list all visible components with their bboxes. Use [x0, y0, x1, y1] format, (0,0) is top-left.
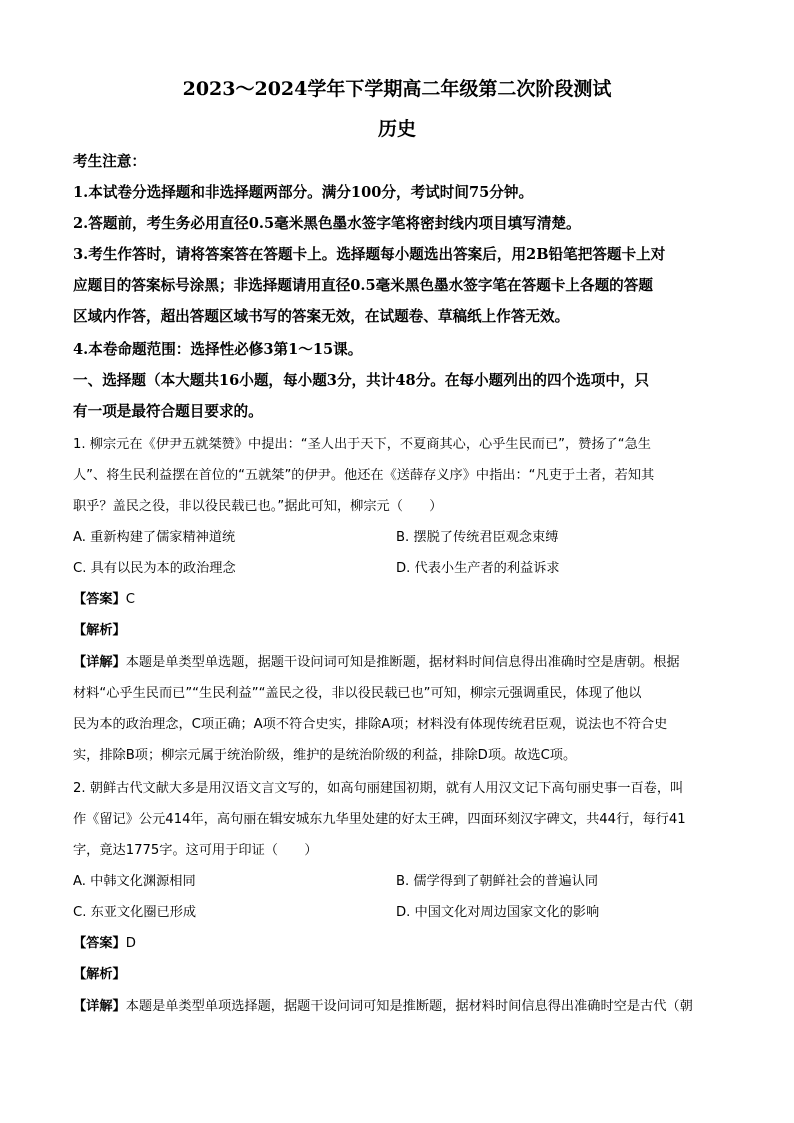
- notice-item-3-line-1: 3.考生作答时，请将答案答在答题卡上。选择题每小题选出答案后，用2B铅笔把答题卡上对: [73, 246, 666, 263]
- q1-stem-line-3: 职乎？盖民之役，非以役民载已也。”据此可知，柳宗元（ ）: [73, 499, 443, 514]
- q1-detail-text-1: 本题是单类型单选题，据题干设问词可知是推断题，据材料时间信息得出准确时空是唐朝。根据: [125, 655, 680, 670]
- q1-answer: [73, 588, 135, 607]
- q2-stem-line-2: 作《留记》公元414年，高句丽在辑安城东九华里处建的好太王碑，四面环刻汉字碑文，共44行，每行41: [73, 812, 686, 827]
- q2-answer-value: D: [125, 936, 136, 951]
- q2-option-d: D. 中国文化对周边国家文化的影响: [396, 905, 600, 920]
- q2-analysis-tag: 【解析】: [73, 967, 126, 982]
- q1-detail-tag: 【详解】: [73, 655, 126, 670]
- notice-heading: 考生注意：: [73, 153, 146, 170]
- q2-stem-line-3: 字，竟达1775字。这可用于印证（ ）: [73, 843, 318, 858]
- q1-detail-line-2: 材料“心乎生民而已”“生民利益”“盖民之役，非以役民载已也”可知，柳宗元强调重民，体现了他以: [73, 686, 642, 701]
- notice-item-1: 1.本试卷分选择题和非选择题两部分。满分100分，考试时间75分钟。: [73, 184, 534, 201]
- q1-option-a: A. 重新构建了儒家精神道统: [73, 530, 236, 545]
- notice-item-3-line-2: 应题目的答案标号涂黑；非选择题请用直径0.5毫米黑色墨水签字笔在答题卡上各题的答题: [73, 277, 653, 294]
- q2-detail-text-1: 本题是单类型单项选择题，据题干设问词可知是推断题，据材料时间信息得出准确时空是古代（朝: [125, 999, 693, 1014]
- q1-stem-line-1: 1. 柳宗元在《伊尹五就桀赞》中提出：“圣人出于天下，不夏商其心，心乎生民而已”，赞扬了“急生: [73, 437, 651, 452]
- notice-item-4: 4.本卷命题范围：选择性必修3第1～15课。: [73, 341, 363, 358]
- q1-stem-line-2: 人”、将生民利益摆在首位的“五就桀”的伊尹。他还在《送薛存义序》中指出：“凡吏于土者，若知其: [73, 468, 655, 483]
- q1-detail-line-3: 民为本的政治理念，C项正确；A项不符合史实，排除A项；材料没有体现传统君臣观，说法也不符合史: [73, 717, 668, 732]
- q2-detail-line-1: [73, 995, 723, 1014]
- q1-option-c: C. 具有以民为本的政治理念: [73, 561, 236, 576]
- subject-title: 历史: [377, 118, 416, 140]
- q2-option-a: A. 中韩文化渊源相同: [73, 874, 196, 889]
- exam-title: 2023～2024学年下学期高二年级第二次阶段测试: [182, 78, 612, 100]
- q2-answer-tag: 【答案】: [73, 936, 126, 951]
- notice-item-2: 2.答题前，考生务必用直径0.5毫米黑色墨水签字笔将密封线内项目填写清楚。: [73, 215, 581, 232]
- q2-option-b: B. 儒学得到了朝鲜社会的普遍认同: [396, 874, 599, 889]
- q2-answer: [73, 932, 136, 951]
- section-heading-line-1: 一、选择题（本大题共16小题，每小题3分，共计48分。在每小题列出的四个选项中，只: [73, 372, 650, 389]
- q2-option-c: C. 东亚文化圈已形成: [73, 905, 197, 920]
- q1-answer-value: C: [125, 592, 135, 607]
- section-heading-line-2: 有一项是最符合题目要求的。: [73, 403, 263, 420]
- q1-analysis-tag: 【解析】: [73, 623, 126, 638]
- notice-item-3-line-3: 区域内作答，超出答题区域书写的答案无效，在试题卷、草稿纸上作答无效。: [73, 308, 570, 325]
- q1-option-d: D. 代表小生产者的利益诉求: [396, 561, 560, 576]
- q1-detail-line-4: 实，排除B项；柳宗元属于统治阶级，维护的是统治阶级的利益，排除D项。故选C项。: [73, 748, 577, 763]
- q1-option-b: B. 摆脱了传统君臣观念束缚: [396, 530, 559, 545]
- q1-answer-tag: 【答案】: [73, 592, 126, 607]
- q2-detail-tag: 【详解】: [73, 999, 126, 1014]
- q2-stem-line-1: 2. 朝鲜古代文献大多是用汉语文言文写的，如高句丽建国初期，就有人用汉文记下高句丽史事一百卷，叫: [73, 781, 684, 796]
- q1-detail-line-1: [73, 651, 723, 670]
